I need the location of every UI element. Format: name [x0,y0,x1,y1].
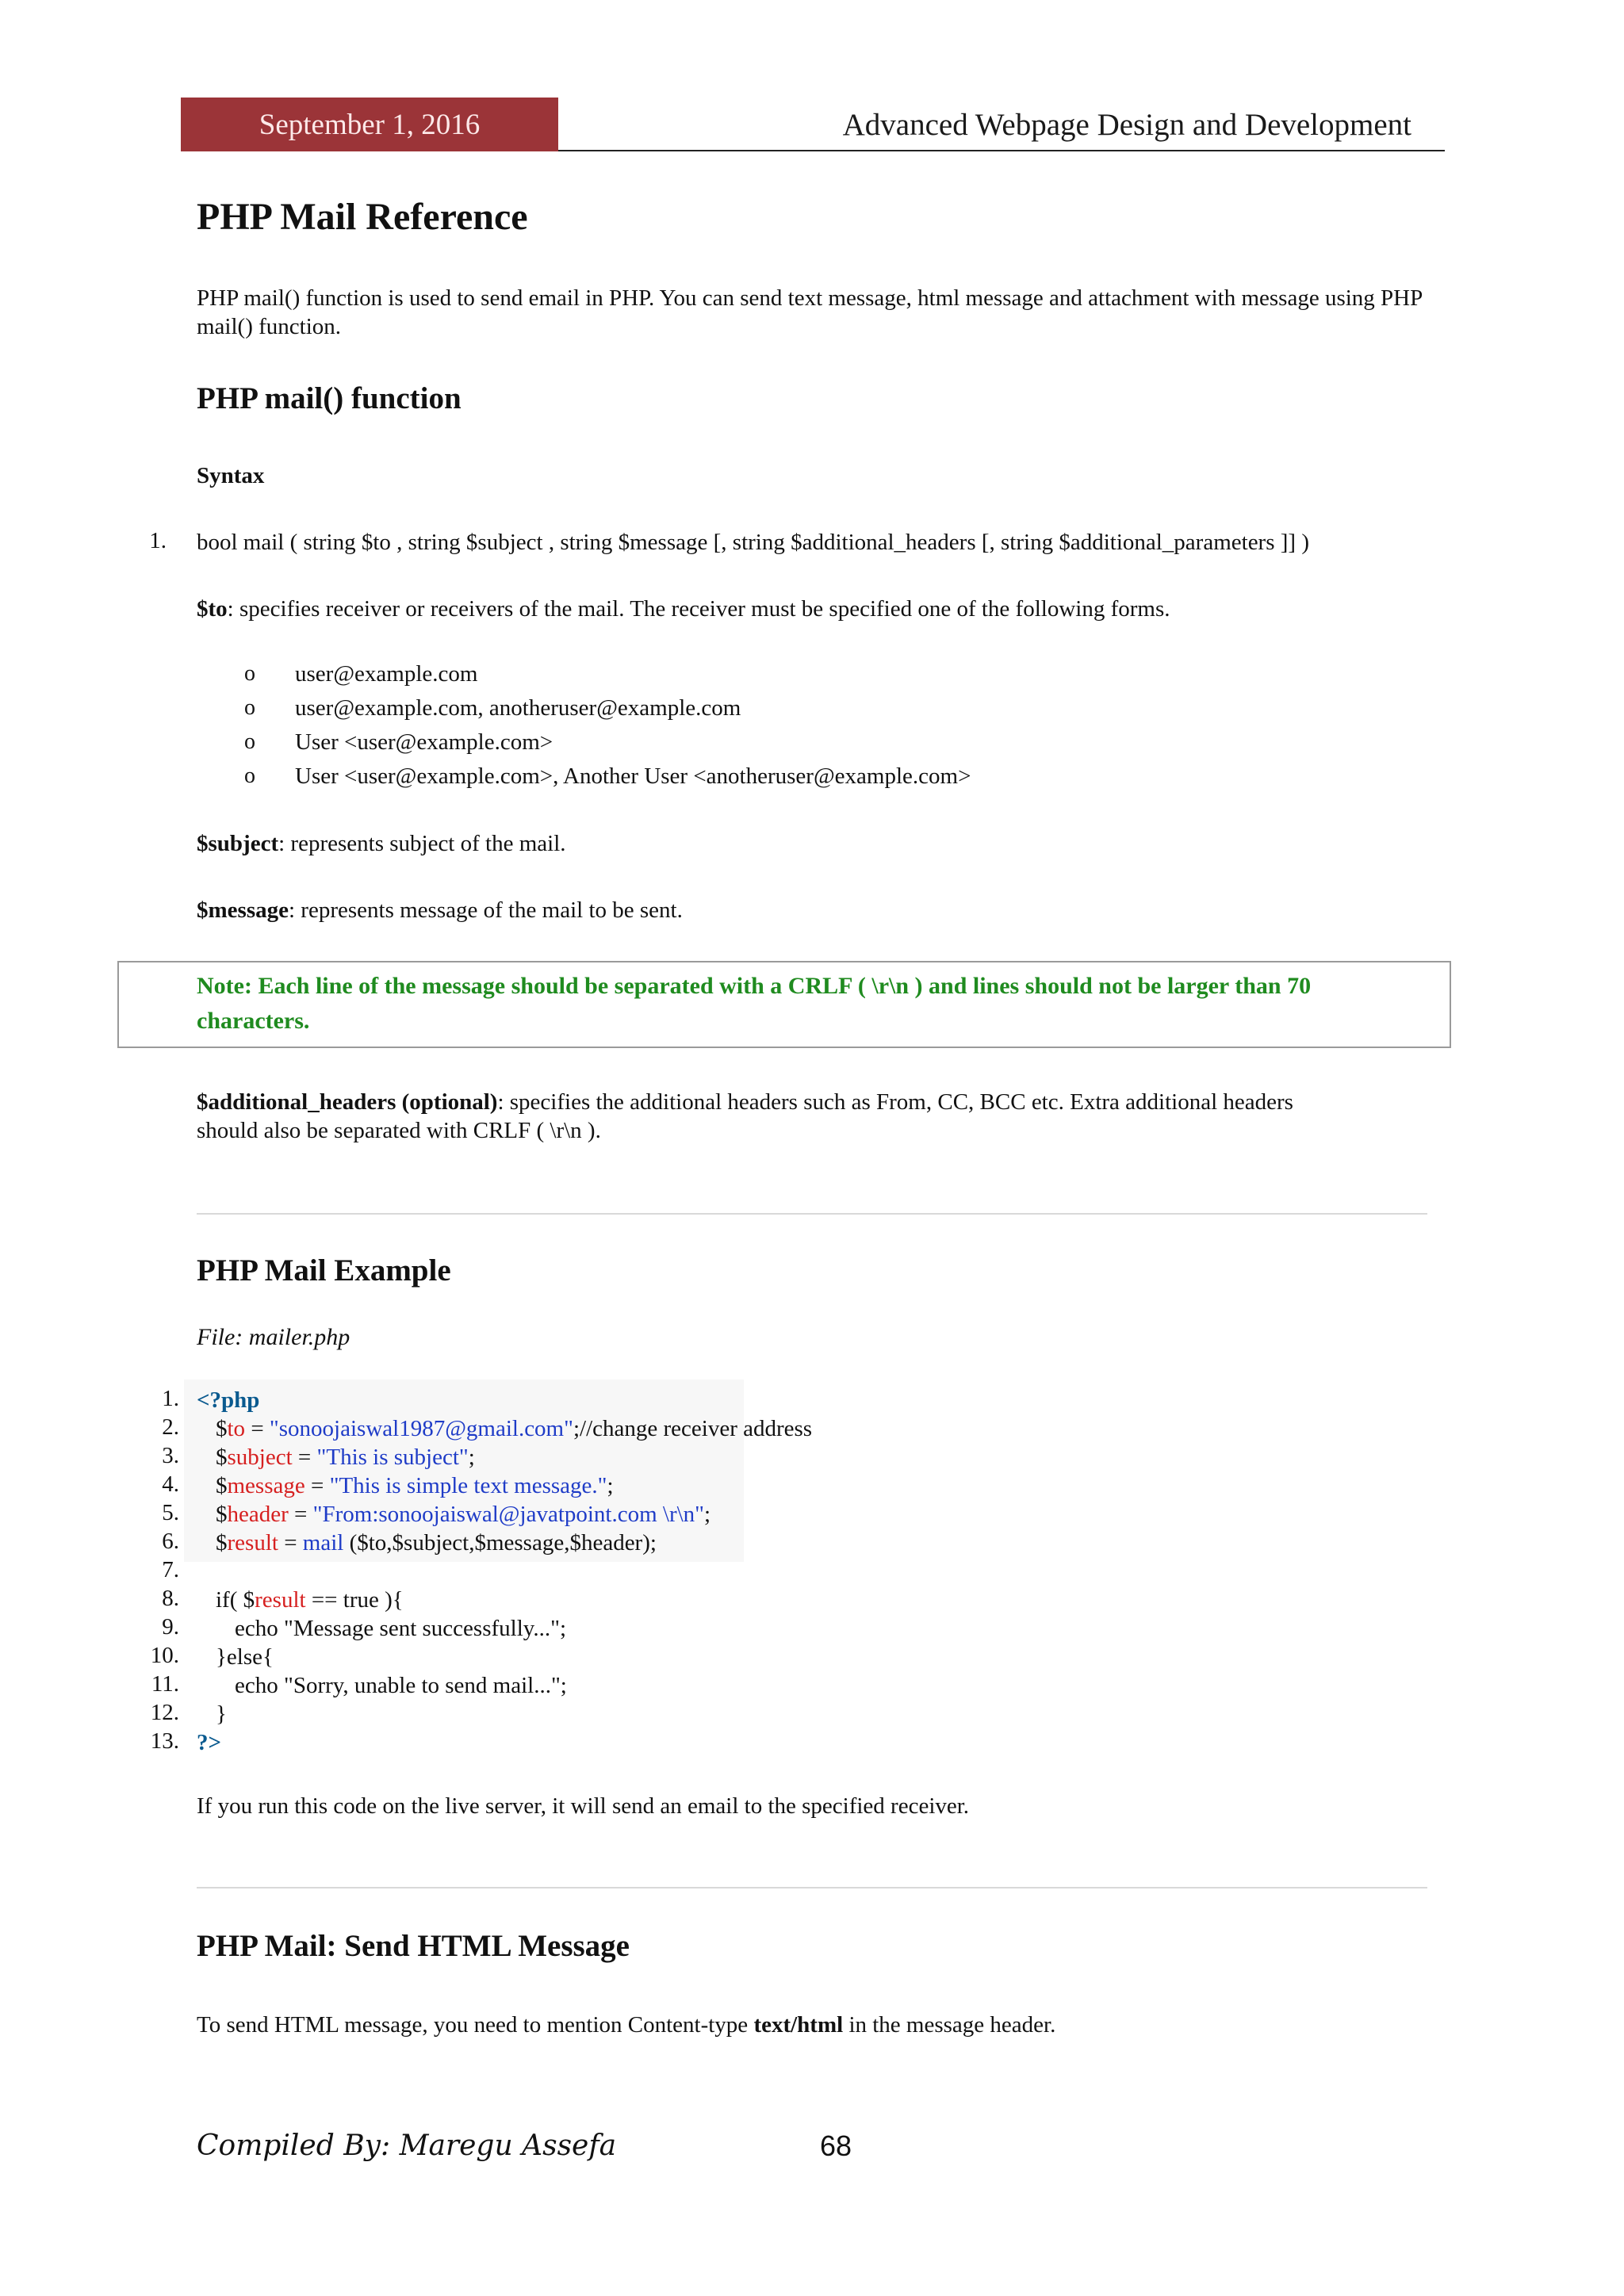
to-form-item: user@example.com, anotheruser@example.com [295,695,741,721]
section-heading-function: PHP mail() function [197,381,462,415]
code-text: ; [704,1502,711,1527]
code-line-number: 13. [150,1728,179,1754]
bullet-marker: o [244,661,255,686]
subject-desc: : represents subject of the mail. [278,831,566,856]
code-line: } [216,1701,227,1727]
html-text-pre: To send HTML message, you need to mention Content-type [197,2012,754,2038]
syntax-line-number: 1. [149,528,167,553]
code-function: mail [302,1530,344,1556]
code-line-number: 5. [162,1500,179,1525]
code-text: == true ){ [305,1587,404,1613]
code-string: "This is subject" [316,1445,469,1470]
section-heading-example: PHP Mail Example [197,1253,451,1288]
code-string: "From:sonoojaiswal@javatpoint.com \r\n" [312,1502,705,1527]
footer-page-number: 68 [820,2130,852,2162]
code-line: echo "Message sent successfully..."; [235,1616,567,1641]
code-line-number: 7. [162,1557,179,1582]
code-variable: to [227,1416,246,1441]
bullet-marker: o [244,729,255,754]
code-dollar: $ [216,1416,228,1441]
header-course-title: Advanced Webpage Design and Development [842,108,1411,142]
header-date: September 1, 2016 [259,109,481,141]
code-line [216,1414,812,1443]
bullet-marker: o [244,695,255,720]
code-dollar: $ [216,1502,228,1527]
code-line [216,1500,710,1529]
code-line-number: 8. [162,1586,179,1611]
note-text [197,969,1434,1039]
message-description [197,896,1434,924]
subject-description [197,829,1434,858]
code-line [216,1471,614,1500]
code-operator: = [288,1502,313,1527]
divider [197,1887,1427,1888]
code-line: echo "Sorry, unable to send mail..."; [235,1673,567,1698]
code-line-number: 9. [162,1614,179,1640]
code-line-number: 6. [162,1529,179,1554]
to-desc: : specifies receiver or receivers of the mail. The receiver must be specified one of the following forms. [227,596,1170,622]
code-line [197,1386,259,1414]
code-line-number: 11. [151,1671,179,1697]
to-term: $to [197,596,228,622]
code-line-number: 3. [162,1443,179,1468]
code-string: "This is simple text message." [329,1473,607,1498]
code-text: ($to,$subject,$message,$header); [343,1530,657,1556]
syntax-code: bool mail ( string $to , string $subject , string $message [, string $additional_headers [, string $additional_parameters ]] ) [197,530,1309,555]
code-operator: = [304,1473,330,1498]
code-line [197,1728,221,1757]
headers-description [197,1088,1434,1145]
section-heading-html: PHP Mail: Send HTML Message [197,1929,630,1963]
code-variable: result [255,1587,306,1613]
header-rule [558,150,1445,151]
bullet-marker: o [244,763,255,788]
intro-paragraph: PHP mail() function is used to send email in PHP. You can send text message, html message and attachment with message using PHP mail() function. [197,285,1423,339]
footer-author: Compiled By: Maregu Assefa [197,2130,617,2162]
code-variable: subject [227,1445,293,1470]
note-line: Note: Each line of the message should be separated with a CRLF ( \r\n ) and lines should not be larger than 70 [197,973,1312,999]
code-line [216,1586,404,1614]
code-line [216,1443,475,1471]
divider [197,1213,1427,1215]
code-line-number: 1. [162,1386,179,1411]
code-line [216,1529,657,1557]
syntax-label: Syntax [197,463,265,488]
code-variable: result [227,1530,278,1556]
code-line-number: 12. [150,1700,179,1725]
html-content-type: text/html [753,2012,844,2038]
to-form-item: User <user@example.com>, Another User <anotheruser@example.com> [295,763,971,789]
page-title: PHP Mail Reference [197,196,528,238]
to-description [197,595,1434,623]
code-operator: = [278,1530,303,1556]
code-line-number: 4. [162,1471,179,1497]
note-line: characters. [197,1008,310,1034]
code-variable: message [227,1473,305,1498]
code-text: if( $ [216,1587,255,1613]
to-form-item: user@example.com [295,661,478,687]
code-string: "sonoojaiswal1987@gmail.com" [269,1416,573,1441]
example-result-text: If you run this code on the live server, it will send an email to the specified receiver. [197,1793,970,1819]
code-keyword: ?> [197,1730,222,1755]
code-dollar: $ [216,1473,228,1498]
to-form-item: User <user@example.com> [295,729,553,755]
code-line: }else{ [216,1644,274,1670]
html-message-text [197,2011,1434,2039]
message-term: $message [197,897,289,923]
html-text-post: in the message header. [843,2012,1056,2038]
file-label: File: mailer.php [197,1324,350,1350]
code-operator: = [245,1416,270,1441]
code-keyword: <?php [197,1387,260,1413]
code-text: ; [468,1445,475,1470]
code-text: ; [607,1473,614,1498]
code-variable: header [227,1502,289,1527]
code-line-number: 10. [150,1643,179,1668]
subject-term: $subject [197,831,279,856]
code-text: ;//change receiver address [573,1416,813,1441]
code-line-number: 2. [162,1414,179,1440]
code-dollar: $ [216,1445,228,1470]
headers-desc: : specifies the additional headers such as From, CC, BCC etc. Extra additional headers [497,1089,1293,1115]
headers-desc-cont: should also be separated with CRLF ( \r\n ). [197,1118,601,1143]
headers-term: $additional_headers (optional) [197,1089,498,1115]
code-dollar: $ [216,1530,228,1556]
message-desc: : represents message of the mail to be sent. [288,897,683,923]
code-operator: = [292,1445,317,1470]
